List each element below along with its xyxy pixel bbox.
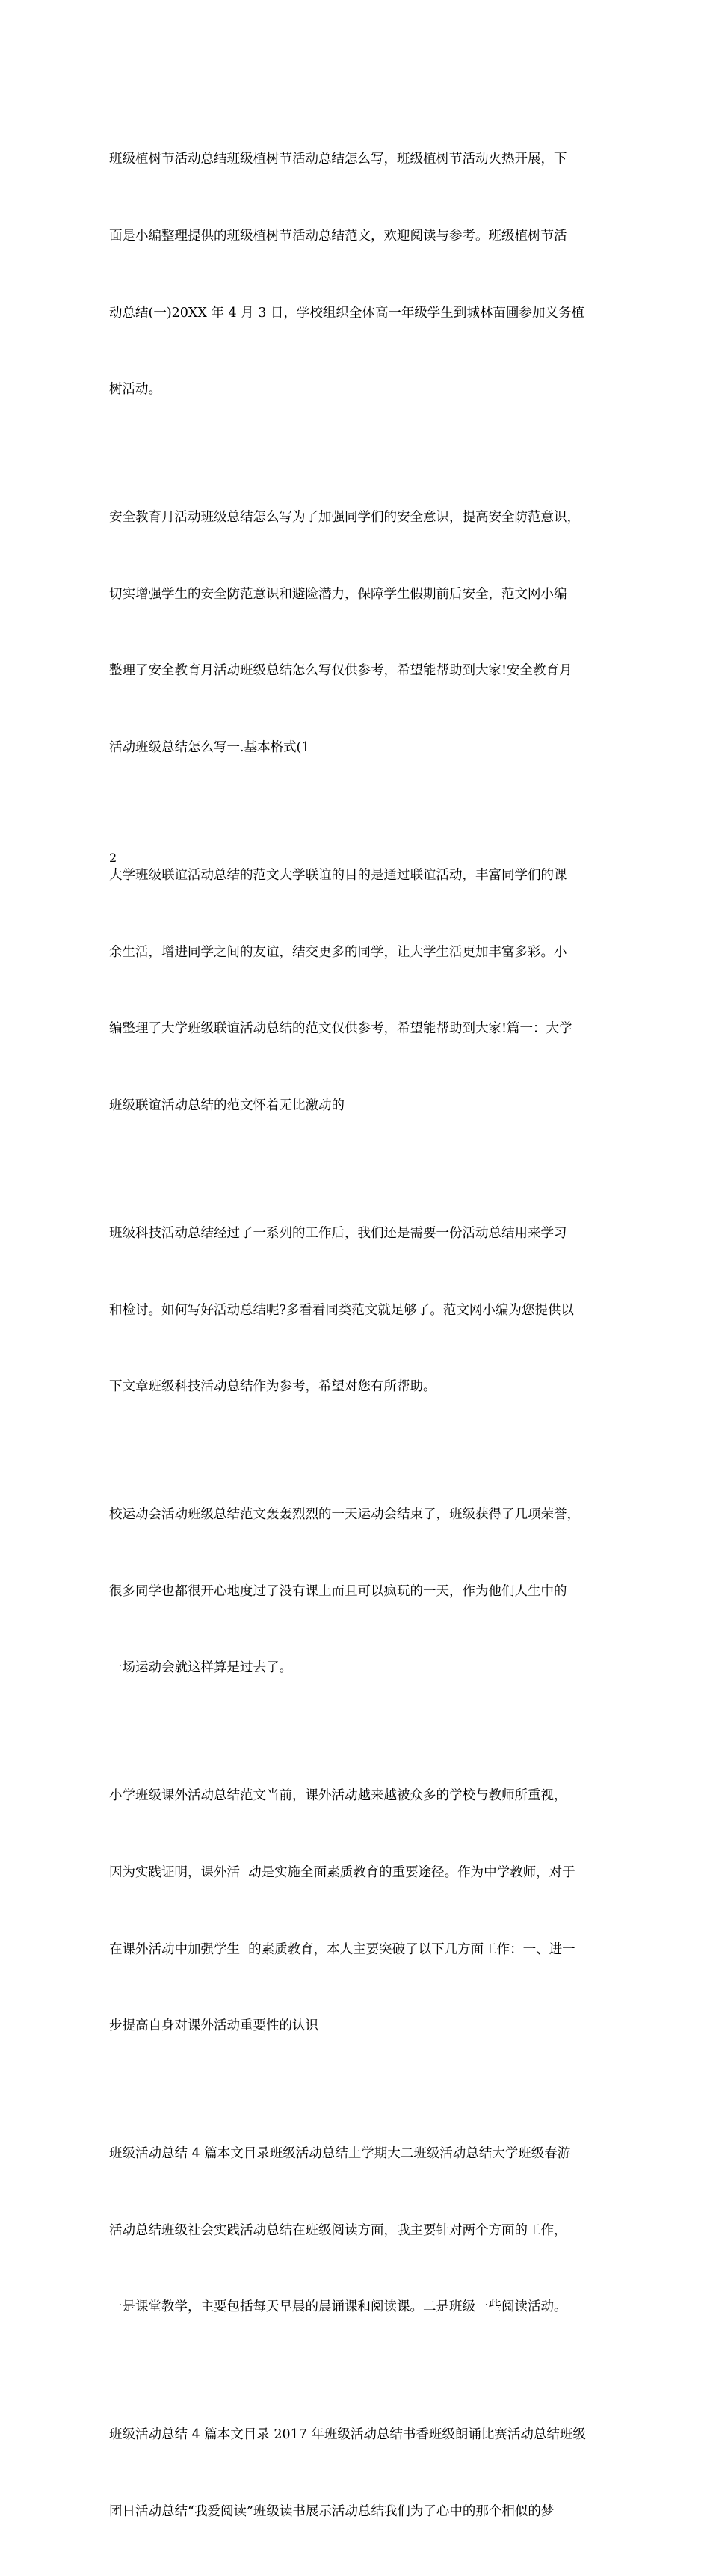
text-line: 一场运动会就这样算是过去了。 (109, 1660, 292, 1676)
text-line: 班级植树节活动总结班级植树节活动总结怎么写，班级植树节活动火热开展，下 (109, 152, 567, 167)
text-line: 树活动。 (109, 382, 161, 398)
text-line: 安全教育月活动班级总结怎么写为了加强同学们的安全意识，提高安全防范意识， (109, 510, 580, 526)
document-body (109, 96, 605, 2576)
text-line: 在课外活动中加强学生 的素质教育，本人主要突破了以下几方面工作：一、进一 (109, 1941, 575, 1957)
text-line: 整理了安全教育月活动班级总结怎么写仅供参考，希望能帮助到大家!安全教育月 (109, 663, 572, 679)
text-line: 班级活动总结 4 篇本文目录班级活动总结上学期大二班级活动总结大学班级春游 (109, 2146, 571, 2162)
text-line: 小学班级课外活动总结范文当前，课外活动越来越被众多的学校与教师所重视， (109, 1788, 567, 1804)
paragraph-extracurricular (109, 1732, 605, 2090)
text-line: 因为实践证明，课外活 动是实施全面素质教育的重要途径。作为中学教师，对于 (109, 1865, 575, 1881)
text-line: 团日活动总结“我爱阅读”班级读书展示活动总结我们为了心中的那个相似的梦 (109, 2504, 555, 2520)
text-line: 活动总结班级社会实践活动总结在班级阅读方面，我主要针对两个方面的工作， (109, 2222, 567, 2238)
paragraph-tree-planting (109, 96, 605, 454)
text-line: 步提高自身对课外活动重要性的认识 (109, 2018, 318, 2034)
text-line: 切实增强学生的安全防范意识和避险潜力，保障学生假期前后安全，范文网小编 (109, 586, 567, 602)
text-line: 班级联谊活动总结的范文怀着无比激动的 (109, 1097, 345, 1113)
paragraph-class-activity-2 (109, 2371, 605, 2576)
text-line: 很多同学也都很开心地度过了没有课上而且可以疯玩的一天，作为他们人生中的 (109, 1583, 567, 1599)
paragraph-university-social (109, 812, 605, 1170)
text-line: 班级活动总结 4 篇本文目录 2017 年班级活动总结书香班级朗诵比赛活动总结班级 (109, 2427, 586, 2443)
text-line: 活动班级总结怎么写一.基本格式(1 (109, 740, 310, 756)
text-line: 下文章班级科技活动总结作为参考，希望对您有所帮助。 (109, 1379, 436, 1395)
paragraph-sports-meet (109, 1451, 605, 1732)
text-line: 面是小编整理提供的班级植树节活动总结范文，欢迎阅读与参考。班级植树节活 (109, 229, 567, 244)
text-line: 一是课堂教学，主要包括每天早晨的晨诵课和阅读课。二是班级一些阅读活动。 (109, 2299, 567, 2315)
text-line: 班级科技活动总结经过了一系列的工作后，我们还是需要一份活动总结用来学习 (109, 1225, 567, 1241)
page-number: 2 (109, 851, 117, 865)
text-line: 和检讨。如何写好活动总结呢?多看看同类范文就足够了。范文网小编为您提供以 (109, 1302, 574, 1318)
paragraph-science-technology (109, 1170, 605, 1451)
text-line: 动总结(一)20XX 年 4 月 3 日，学校组织全体高一年级学生到城林苗圃参加义务植 (109, 305, 584, 321)
text-line: 大学班级联谊活动总结的范文大学联谊的目的是通过联谊活动，丰富同学们的课 (109, 868, 567, 884)
text-line: 余生活，增进同学之间的友谊，结交更多的同学，让大学生活更加丰富多彩。小 (109, 944, 567, 960)
text-line: 校运动会活动班级总结范文轰轰烈烈的一天运动会结束了，班级获得了几项荣誉， (109, 1507, 580, 1523)
paragraph-safety-education (109, 454, 605, 812)
paragraph-class-activity-1 (109, 2090, 605, 2371)
text-line: 编整理了大学班级联谊活动总结的范文仅供参考，希望能帮助到大家!篇一：大学 (109, 1021, 572, 1037)
